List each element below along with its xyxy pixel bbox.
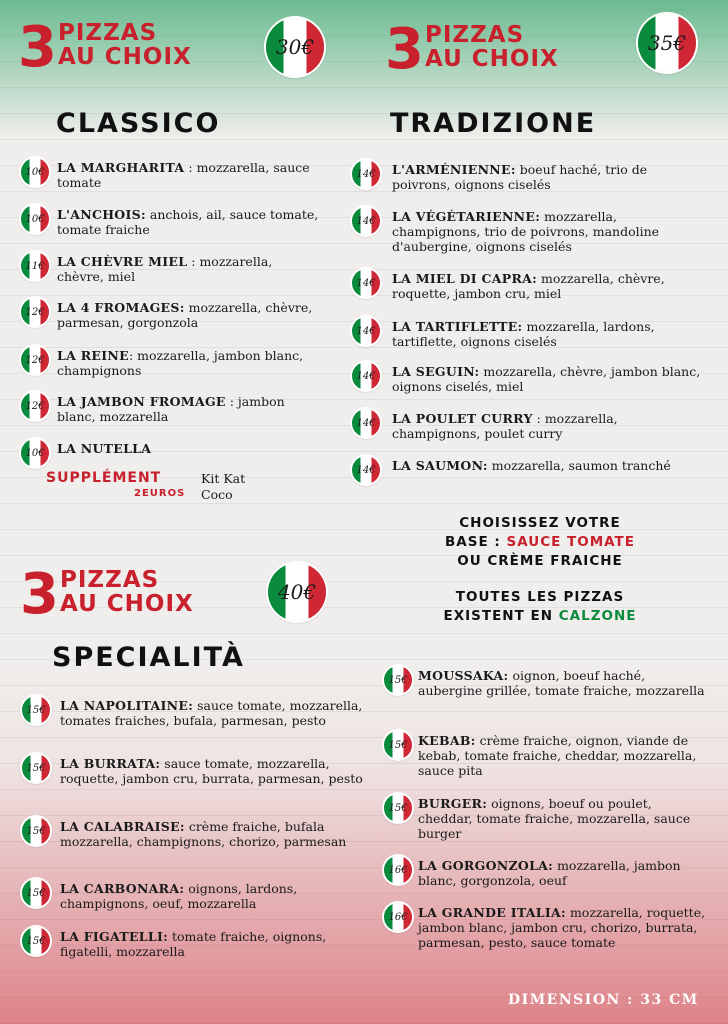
menu-item <box>418 668 708 698</box>
price-badge-icon <box>21 205 49 233</box>
supplement-block <box>46 470 286 506</box>
item-name: LA VÉGÉTARIENNE: <box>392 209 541 224</box>
promo-line1: PIZZAS <box>60 567 160 593</box>
item-description: mozzarella, chèvre, jambon blanc, oignons ciselés, miel <box>392 364 701 394</box>
base-info <box>390 514 690 626</box>
supplement-label: SUPPLÉMENT <box>46 470 162 486</box>
item-price: 15€ <box>388 802 408 814</box>
item-description: anchois, ail, sauce tomate, tomate fraiche <box>57 207 319 237</box>
section-title-classico: CLASSICO <box>56 108 221 139</box>
promo-line2: AU CHOIX <box>425 46 559 72</box>
base-sauce-tomate: SAUCE TOMATE <box>506 534 635 550</box>
item-name: MOUSSAKA: <box>418 668 509 683</box>
section-title-specialita: SPECIALITÀ <box>52 642 245 673</box>
item-description: boeuf haché, trio de poivrons, oignons ciselés <box>392 162 648 192</box>
item-description: mozzarella, champignons, trio de poivrons, mandoline d'aubergine, oignons ciselés <box>392 209 660 254</box>
price-badge-icon <box>22 879 50 907</box>
item-name: LA BURRATA: <box>60 756 161 771</box>
item-price: 10€ <box>25 213 45 225</box>
menu-item <box>60 881 370 911</box>
item-price: 14€ <box>356 417 376 429</box>
price-badge-35 <box>638 14 696 72</box>
promo-line2: AU CHOIX <box>60 591 194 617</box>
price-badge-icon <box>352 269 380 297</box>
menu-item <box>392 209 702 254</box>
promo-banner-specialita <box>20 562 270 627</box>
menu-item <box>392 364 702 394</box>
item-price: 15€ <box>26 935 46 947</box>
base-line2: BASE : SAUCE TOMATE <box>445 534 635 550</box>
item-name: LA 4 FROMAGES: <box>57 300 185 315</box>
item-price: 14€ <box>356 168 376 180</box>
item-name: LA GORGONZOLA: <box>418 858 554 873</box>
price-badge-icon <box>352 456 380 484</box>
item-description: oignon, boeuf haché, aubergine grillée, tomate fraiche, mozzarella <box>418 668 705 698</box>
promo-line1: PIZZAS <box>58 20 158 46</box>
price-badge-30 <box>266 18 324 76</box>
item-name: LA SAUMON: <box>392 458 488 473</box>
item-description: tomate fraiche, oignons, figatelli, mozzarella <box>60 929 327 959</box>
item-price: 16€ <box>388 864 408 876</box>
item-price: 12€ <box>25 400 45 412</box>
price-badge-icon <box>21 252 49 280</box>
calzone-highlight: CALZONE <box>558 608 637 624</box>
item-price: 10€ <box>25 166 45 178</box>
item-description: mozzarella, chèvre, roquette, jambon cru, miel <box>392 271 665 301</box>
item-price: 15€ <box>388 739 408 751</box>
menu-item <box>392 411 702 441</box>
item-price: 11€ <box>25 260 45 272</box>
item-description: sauce tomate, mozzarella, roquette, jambon cru, burrata, parmesan, pesto <box>60 756 363 786</box>
price-badge-icon <box>384 903 412 931</box>
price-badge-icon <box>352 409 380 437</box>
menu-item <box>392 271 702 301</box>
item-name: LA FIGATELLI: <box>60 929 169 944</box>
price-badge-icon <box>384 856 412 884</box>
menu-item <box>392 319 702 349</box>
item-name: BURGER: <box>418 796 488 811</box>
price-badge-icon <box>22 754 50 782</box>
supplement-price: 2EUROS <box>134 488 186 499</box>
calzone-line1: TOUTES LES PIZZAS <box>455 589 625 605</box>
menu-item <box>418 796 708 841</box>
price-badge-label: 35€ <box>647 31 687 55</box>
menu-item <box>57 207 319 237</box>
item-price: 15€ <box>26 887 46 899</box>
price-badge-icon <box>21 298 49 326</box>
menu-item <box>60 929 370 959</box>
promo-number: 3 <box>18 15 55 80</box>
price-badge-icon <box>352 362 380 390</box>
price-badge-icon <box>21 158 49 186</box>
promo-line2: AU CHOIX <box>58 44 192 70</box>
item-description: : mozzarella, jambon blanc, champignons <box>57 348 304 378</box>
menu-item <box>418 858 708 888</box>
item-description: mozzarella, chèvre, parmesan, gorgonzola <box>57 300 313 330</box>
price-badge-icon <box>22 696 50 724</box>
price-badge-icon <box>21 346 49 374</box>
item-description: : mozzarella, chèvre, miel <box>57 254 273 284</box>
price-badge-icon <box>384 794 412 822</box>
item-price: 15€ <box>26 704 46 716</box>
item-name: LA SEGUIN: <box>392 364 480 379</box>
item-price: 14€ <box>356 325 376 337</box>
item-price: 15€ <box>26 762 46 774</box>
menu-item <box>57 394 319 424</box>
menu-item <box>57 160 319 190</box>
price-badge-icon <box>22 927 50 955</box>
item-price: 14€ <box>356 215 376 227</box>
item-description: mozzarella, saumon tranché <box>487 458 671 473</box>
menu-item <box>57 254 319 284</box>
calzone-line2: EXISTENT EN CALZONE <box>443 608 637 624</box>
item-price: 15€ <box>388 674 408 686</box>
item-description: mozzarella, jambon blanc, gorgonzola, oeuf <box>418 858 681 888</box>
item-price: 15€ <box>26 825 46 837</box>
item-price: 10€ <box>25 447 45 459</box>
price-badge-icon <box>352 160 380 188</box>
menu-item <box>60 698 370 728</box>
item-description: sauce tomate, mozzarella, tomates fraiches, bufala, parmesan, pesto <box>60 698 363 728</box>
item-description: mozzarella, roquette, jambon blanc, jambon cru, chorizo, burrata, parmesan, pesto, sauce tomate <box>418 905 706 950</box>
item-description: oignons, boeuf ou poulet, cheddar, tomate fraiche, mozzarella, sauce burger <box>418 796 691 841</box>
item-name: LA POULET CURRY <box>392 411 533 426</box>
promo-banner-tradizione <box>385 17 635 82</box>
menu-item <box>60 756 370 786</box>
supplement-option: Kit Kat <box>201 471 246 486</box>
item-name: KEBAB: <box>418 733 476 748</box>
promo-number: 3 <box>385 17 422 82</box>
price-badge-icon <box>22 817 50 845</box>
item-name: LA GRANDE ITALIA: <box>418 905 566 920</box>
item-description: mozzarella, lardons, tartiflette, oignons ciselés <box>392 319 655 349</box>
item-name: LA MIEL DI CAPRA: <box>392 271 538 286</box>
price-badge-label: 30€ <box>275 35 315 59</box>
menu-item <box>418 905 708 950</box>
item-price: 14€ <box>356 277 376 289</box>
item-price: 12€ <box>25 354 45 366</box>
menu-item <box>392 162 702 192</box>
item-name: LA TARTIFLETTE: <box>392 319 523 334</box>
item-name: L'ARMÉNIENNE: <box>392 162 516 177</box>
item-description: : mozzarella, sauce tomate <box>57 160 310 190</box>
menu-item <box>57 441 319 456</box>
item-price: 12€ <box>25 306 45 318</box>
section-title-tradizione: TRADIZIONE <box>390 108 597 139</box>
promo-line1: PIZZAS <box>425 22 525 48</box>
price-badge-40 <box>268 563 326 621</box>
menu-item <box>60 819 370 849</box>
pizza-dimension: DIMENSION : 33 CM <box>508 992 699 1008</box>
price-badge-icon <box>384 731 412 759</box>
price-badge-label: 40€ <box>277 580 317 604</box>
base-line3: OU CRÈME FRAICHE <box>457 553 623 569</box>
item-name: LA JAMBON FROMAGE <box>57 394 226 409</box>
price-badge-icon <box>21 392 49 420</box>
item-price: 14€ <box>356 464 376 476</box>
price-badge-icon <box>352 207 380 235</box>
menu-item <box>392 458 702 473</box>
item-price: 14€ <box>356 370 376 382</box>
item-description: crème fraiche, oignon, viande de kebab, tomate fraiche, cheddar, mozzarella, sauce pita <box>418 733 697 778</box>
item-name: LA NUTELLA <box>57 441 152 456</box>
price-badge-icon <box>384 666 412 694</box>
item-name: LA NAPOLITAINE: <box>60 698 194 713</box>
price-badge-icon <box>21 439 49 467</box>
price-badge-icon <box>352 317 380 345</box>
menu-item <box>57 348 319 378</box>
menu-item <box>418 733 708 778</box>
item-description: : mozzarella, champignons, poulet curry <box>392 411 618 441</box>
item-name: L'ANCHOIS: <box>57 207 146 222</box>
item-description: : jambon blanc, mozzarella <box>57 394 285 424</box>
item-name: LA MARGHARITA <box>57 160 185 175</box>
item-name: LA REINE <box>57 348 129 363</box>
item-name: LA CALABRAISE: <box>60 819 185 834</box>
menu-item <box>57 300 319 330</box>
item-name: LA CARBONARA: <box>60 881 185 896</box>
item-price: 16€ <box>388 911 408 923</box>
item-name: LA CHÈVRE MIEL <box>57 254 188 269</box>
item-description: oignons, lardons, champignons, oeuf, mozzarella <box>60 881 298 911</box>
base-line1: CHOISISSEZ VOTRE <box>459 515 621 531</box>
supplement-option: Coco <box>201 487 233 502</box>
item-description: crème fraiche, bufala mozzarella, champignons, chorizo, parmesan <box>60 819 347 849</box>
promo-number: 3 <box>20 562 57 627</box>
